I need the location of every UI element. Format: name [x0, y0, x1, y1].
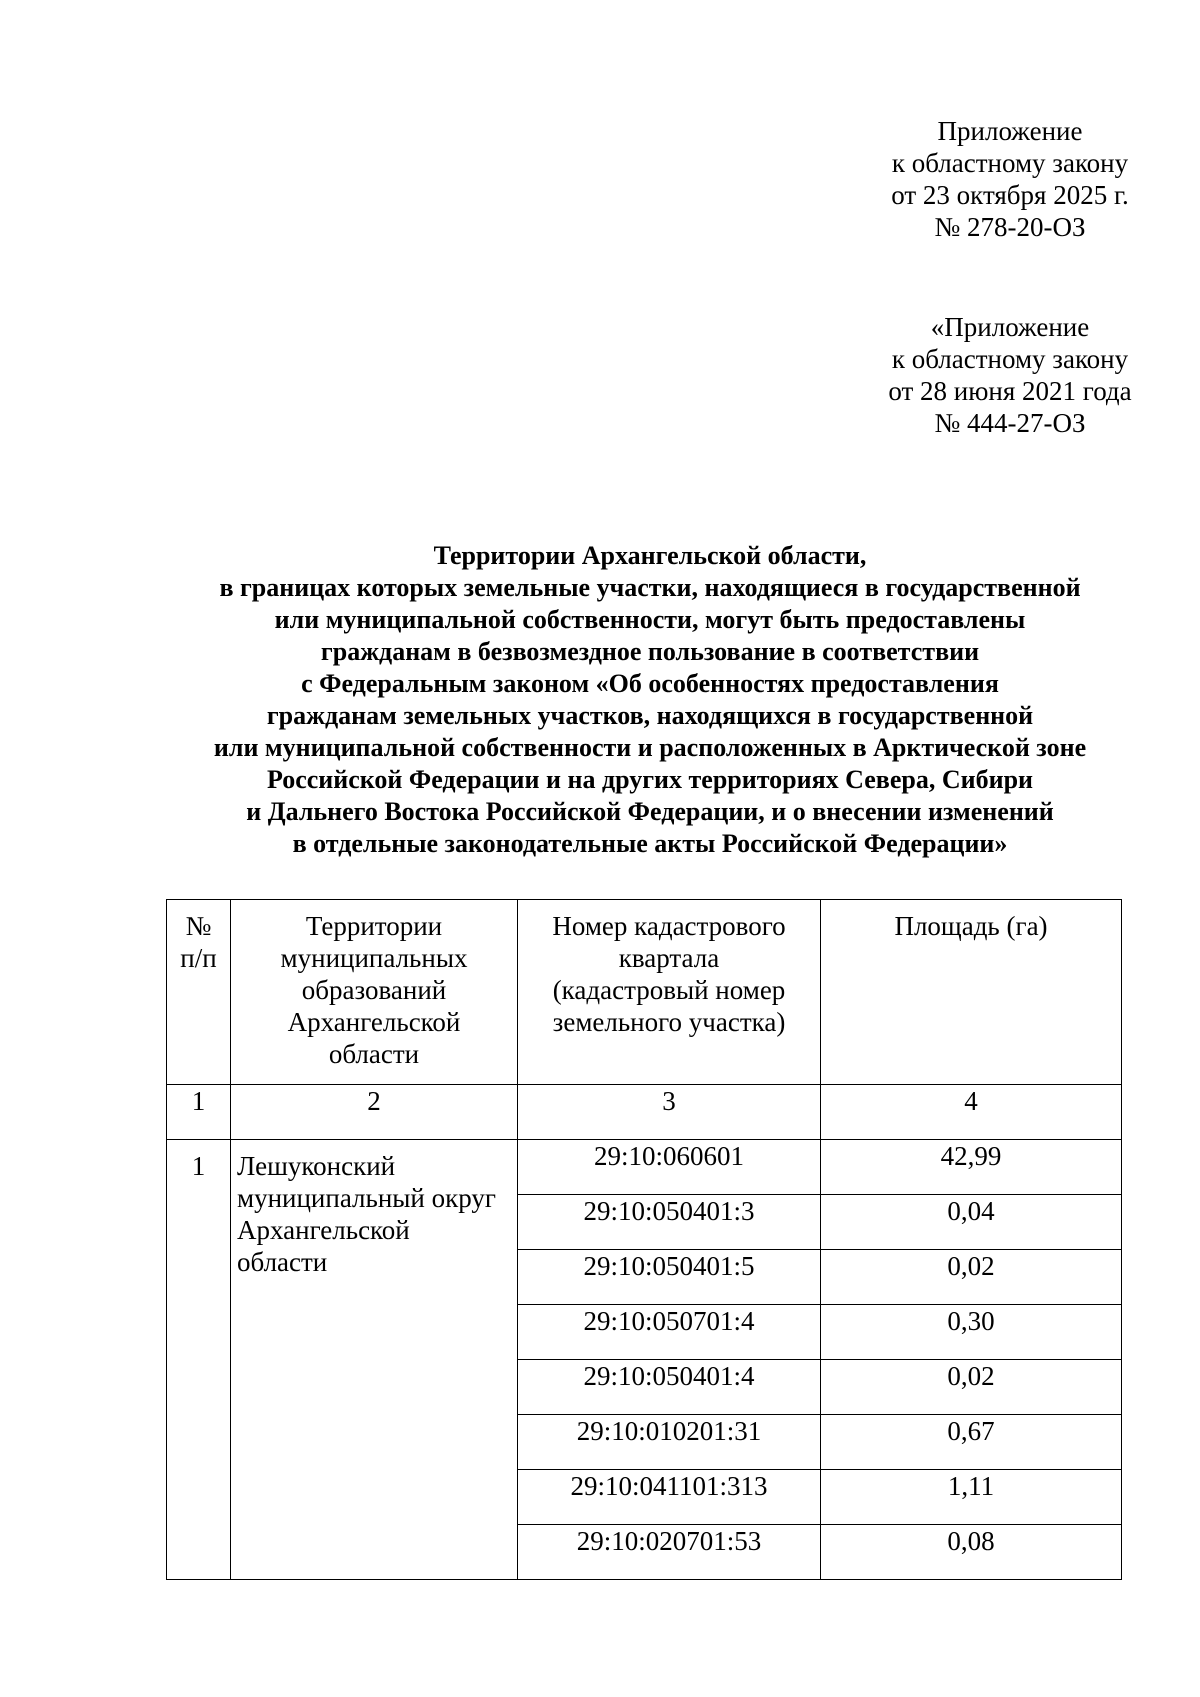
- header-cell-territory: Территории муниципальных образований Архангельской области: [231, 900, 518, 1085]
- cadastral-number: 29:10:020701:53: [518, 1525, 821, 1580]
- title-line: или муниципальной собственности и расположенных в Арктической зоне: [213, 733, 1087, 762]
- area-value: 0,08: [821, 1525, 1122, 1580]
- column-number: 3: [518, 1085, 821, 1140]
- appendix-law-ref: к областному закону: [891, 344, 1129, 374]
- title-line: гражданам земельных участков, находящихся в государственной: [266, 701, 1034, 730]
- cadastral-number: 29:10:010201:31: [518, 1415, 821, 1470]
- area-value: 1,11: [821, 1470, 1122, 1525]
- area-value: 0,67: [821, 1415, 1122, 1470]
- title-line: в границах которых земельные участки, находящиеся в государственной: [219, 573, 1081, 602]
- cadastral-number: 29:10:050401:5: [518, 1250, 821, 1305]
- appendix-date: от 23 октября 2025 г.: [891, 180, 1129, 210]
- cadastral-number: 29:10:050401:3: [518, 1195, 821, 1250]
- territories-table: [166, 899, 1122, 1580]
- cadastral-number: 29:10:041101:313: [518, 1470, 821, 1525]
- appendix-label: «Приложение: [930, 312, 1090, 342]
- cadastral-number: 29:10:060601: [518, 1140, 821, 1195]
- column-number: 2: [231, 1085, 518, 1140]
- area-value: 0,02: [821, 1360, 1122, 1415]
- title-line: или муниципальной собственности, могут быть предоставлены: [274, 605, 1026, 634]
- title-line: с Федеральным законом «Об особенностях предоставления: [301, 669, 999, 698]
- table-header-row: [167, 900, 1122, 1085]
- cadastral-number: 29:10:050701:4: [518, 1305, 821, 1360]
- title-line: Российской Федерации и на других территориях Севера, Сибири: [266, 765, 1034, 794]
- area-value: 0,04: [821, 1195, 1122, 1250]
- title-line: Территории Архангельской области,: [433, 541, 867, 570]
- cadastral-number: 29:10:050401:4: [518, 1360, 821, 1415]
- column-number: 4: [821, 1085, 1122, 1140]
- area-value: 42,99: [821, 1140, 1122, 1195]
- appendix-header-current: [860, 115, 1160, 243]
- column-numbers-row: [167, 1085, 1122, 1140]
- title-line: гражданам в безвозмездное пользование в соответствии: [320, 637, 980, 666]
- document-title: [150, 540, 1150, 860]
- appendix-label: Приложение: [937, 116, 1083, 146]
- header-cell-area: Площадь (га): [821, 900, 1122, 1085]
- appendix-header-amended: [860, 311, 1160, 439]
- appendix-law-ref: к областному закону: [891, 148, 1129, 178]
- table-row: [167, 1140, 1122, 1195]
- header-cell-number: № п/п: [167, 900, 231, 1085]
- title-line: в отдельные законодательные акты Российской Федерации»: [292, 829, 1008, 858]
- row-index: 1: [167, 1140, 231, 1580]
- appendix-date: от 28 июня 2021 года: [888, 376, 1132, 406]
- appendix-number: № 444-27-ОЗ: [934, 408, 1086, 438]
- column-number: 1: [167, 1085, 231, 1140]
- area-value: 0,30: [821, 1305, 1122, 1360]
- territory-name: Лешуконский муниципальный округ Архангельской области: [231, 1140, 518, 1580]
- area-value: 0,02: [821, 1250, 1122, 1305]
- appendix-number: № 278-20-ОЗ: [934, 212, 1086, 242]
- title-line: и Дальнего Востока Российской Федерации, и о внесении изменений: [246, 797, 1054, 826]
- header-cell-cadastral: Номер кадастрового квартала (кадастровый номер земельного участка): [518, 900, 821, 1085]
